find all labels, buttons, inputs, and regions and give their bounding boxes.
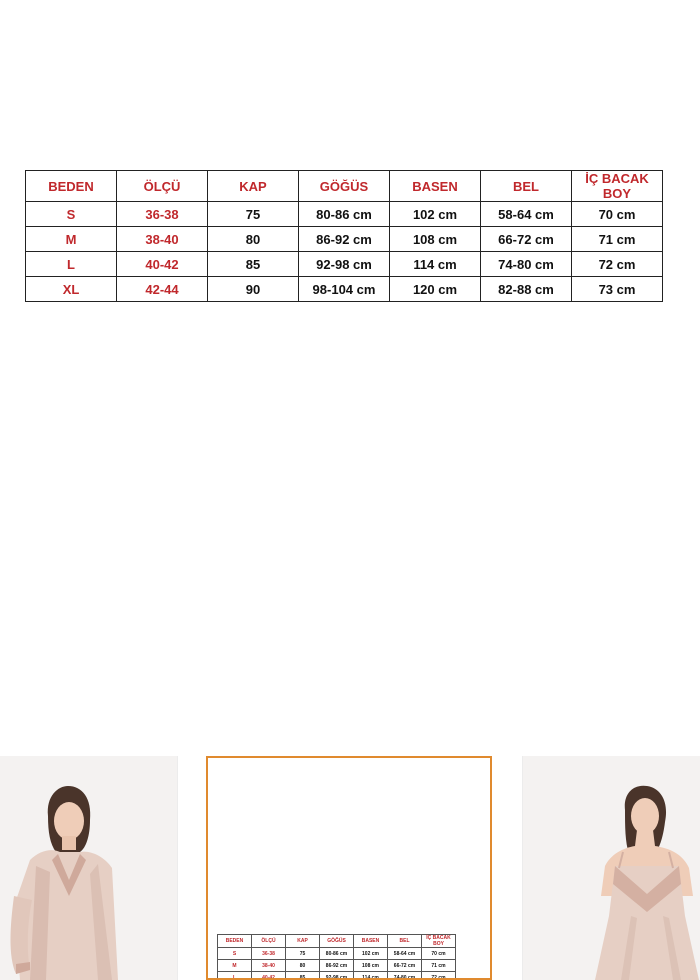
gogus-cell: 92-98 cm (299, 252, 390, 277)
olcu-cell: 40-42 (117, 252, 208, 277)
mini-table-row (218, 960, 456, 972)
bel-cell: 58-64 cm (481, 202, 572, 227)
basen-cell: 114 cm (390, 252, 481, 277)
thumbnail-nightgown[interactable] (522, 756, 700, 980)
ic-bacak-cell: 72 cm (572, 252, 663, 277)
mini-cell: S (218, 948, 252, 960)
size-cell: XL (26, 277, 117, 302)
olcu-cell: 42-44 (117, 277, 208, 302)
gogus-cell: 86-92 cm (299, 227, 390, 252)
mini-cell: 102 cm (354, 948, 388, 960)
header-basen: BASEN (390, 171, 481, 202)
table-row (26, 227, 663, 252)
bel-cell: 82-88 cm (481, 277, 572, 302)
header-ic-bacak-boy: İÇ BACAK BOY (572, 171, 663, 202)
thumbnail-robe[interactable] (0, 756, 178, 980)
header-kap: KAP (208, 171, 299, 202)
mini-cell: 80 (286, 960, 320, 972)
mini-cell: M (218, 960, 252, 972)
table-row (26, 277, 663, 302)
mini-cell: 70 cm (422, 948, 456, 960)
olcu-cell: 38-40 (117, 227, 208, 252)
mini-cell: 114 cm (354, 972, 388, 980)
mini-table-row (218, 972, 456, 980)
mini-cell: 92-98 cm (320, 972, 354, 980)
mini-cell: 108 cm (354, 960, 388, 972)
mini-header-row (218, 935, 456, 948)
basen-cell: 108 cm (390, 227, 481, 252)
mini-cell: L (218, 972, 252, 980)
table-row (26, 202, 663, 227)
kap-cell: 80 (208, 227, 299, 252)
mini-header-bel: BEL (388, 935, 422, 948)
mini-cell: 71 cm (422, 960, 456, 972)
bel-cell: 74-80 cm (481, 252, 572, 277)
size-cell: M (26, 227, 117, 252)
ic-bacak-cell: 73 cm (572, 277, 663, 302)
mini-header-kap: KAP (286, 935, 320, 948)
thumbnail-size-chart-selected[interactable] (206, 756, 492, 980)
header-olcu: ÖLÇÜ (117, 171, 208, 202)
ic-bacak-cell: 71 cm (572, 227, 663, 252)
mini-cell: 85 (286, 972, 320, 980)
header-beden: BEDEN (26, 171, 117, 202)
mini-cell: 74-80 cm (388, 972, 422, 980)
mini-cell: 80-86 cm (320, 948, 354, 960)
size-chart-table (25, 170, 663, 302)
mini-cell: 36-38 (252, 948, 286, 960)
size-cell: L (26, 252, 117, 277)
kap-cell: 75 (208, 202, 299, 227)
header-gogus: GÖĞÜS (299, 171, 390, 202)
mini-header-ic-bacak-boy: İÇ BACAK BOY (422, 935, 456, 948)
mini-header-beden: BEDEN (218, 935, 252, 948)
gogus-cell: 80-86 cm (299, 202, 390, 227)
mini-size-chart-table (217, 934, 456, 980)
kap-cell: 85 (208, 252, 299, 277)
mini-cell: 40-42 (252, 972, 286, 980)
mini-header-gogus: GÖĞÜS (320, 935, 354, 948)
basen-cell: 102 cm (390, 202, 481, 227)
gogus-cell: 98-104 cm (299, 277, 390, 302)
ic-bacak-cell: 70 cm (572, 202, 663, 227)
mini-header-olcu: ÖLÇÜ (252, 935, 286, 948)
bel-cell: 66-72 cm (481, 227, 572, 252)
size-cell: S (26, 202, 117, 227)
size-chart-header-row (26, 171, 663, 202)
header-bel: BEL (481, 171, 572, 202)
model-photo-robe (0, 756, 177, 980)
mini-cell: 38-40 (252, 960, 286, 972)
mini-cell: 86-92 cm (320, 960, 354, 972)
mini-cell: 58-64 cm (388, 948, 422, 960)
olcu-cell: 36-38 (117, 202, 208, 227)
mini-cell: 66-72 cm (388, 960, 422, 972)
basen-cell: 120 cm (390, 277, 481, 302)
kap-cell: 90 (208, 277, 299, 302)
mini-cell: 75 (286, 948, 320, 960)
model-photo-nightgown (523, 756, 700, 980)
mini-table-row (218, 948, 456, 960)
table-row (26, 252, 663, 277)
mini-cell: 72 cm (422, 972, 456, 980)
mini-header-basen: BASEN (354, 935, 388, 948)
